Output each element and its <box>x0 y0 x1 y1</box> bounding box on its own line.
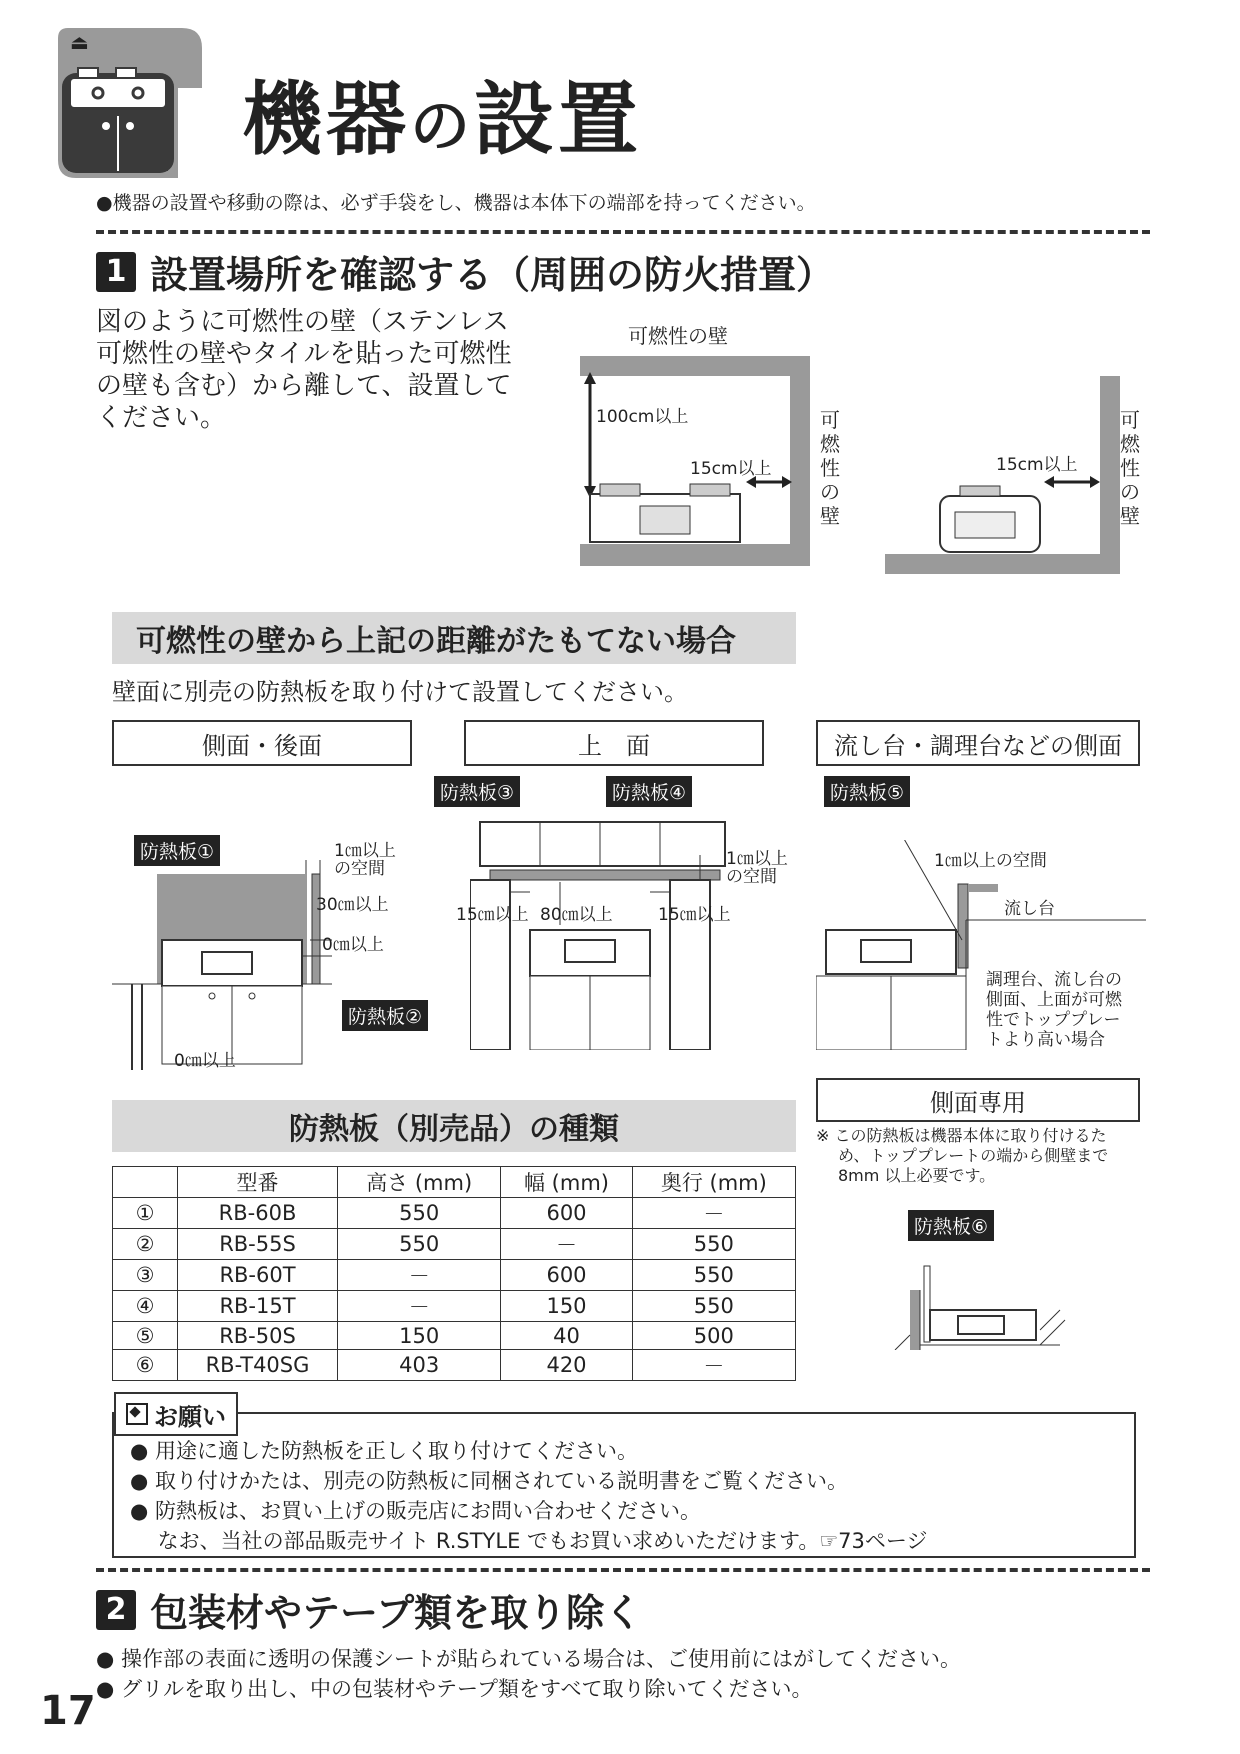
fig-height-label: 100cm以上 <box>596 407 689 427</box>
table-row: ③ RB-60T － 600 550 <box>113 1260 796 1291</box>
table-row: ② RB-55S 550 － 550 <box>113 1229 796 1260</box>
heat-shield-tag-3: 防熱板③ <box>434 776 520 807</box>
heat-shield-tag-6: 防熱板⑥ <box>908 1210 994 1241</box>
view-side-back: 側面・後面 <box>112 720 412 766</box>
page-number: 17 <box>40 1688 96 1734</box>
heat-shield-tag-5: 防熱板⑤ <box>824 776 910 807</box>
dim-1cm-b: 1㎝以上 の空間 <box>726 849 788 887</box>
notice-items <box>130 1436 927 1556</box>
section1-title: 設置場所を確認する（周囲の防火措置） <box>150 253 835 297</box>
heat-shield-tag-2: 防熱板② <box>342 1000 428 1031</box>
side-only-note: ※ この防熱板は機器本体に取り付けるた め、トッププレートの端から側壁まで 8mm 以上必要です。 <box>816 1126 1109 1185</box>
dim-80cm: 80㎝以上 <box>540 905 613 925</box>
table-header-row: 型番 高さ (mm) 幅 (mm) 奥行 (mm) <box>113 1167 796 1198</box>
sink-label: 流し台 <box>1004 899 1055 919</box>
heat-shield-table <box>112 1166 796 1381</box>
notice-item: なお、当社の部品販売サイト R.STYLE でもお買い求めいただけます。☞73ページ <box>130 1529 928 1553</box>
section1-heading <box>96 244 834 299</box>
divider-bottom <box>96 1568 1150 1572</box>
section-number-badge: 1 <box>96 252 136 292</box>
dim-0cm-a: 0㎝以上 <box>322 935 384 955</box>
section2-items <box>96 1644 961 1704</box>
wall-vertical-label-a: 可燃性の壁 <box>820 408 840 528</box>
fig-wall-top-label: 可燃性の壁 <box>628 324 728 348</box>
heat-shield-tag-4: 防熱板④ <box>606 776 692 807</box>
notice-item: ● 用途に適した防熱板を正しく取り付けてください。 <box>130 1439 638 1463</box>
section2-title: 包装材やテープ類を取り除く <box>150 1591 643 1635</box>
dim-30cm: 30㎝以上 <box>316 895 389 915</box>
dim-15cm-left: 15㎝以上 <box>456 905 529 925</box>
side-only-label: 側面専用 <box>816 1078 1140 1122</box>
table-band: 防熱板（別売品）の種類 <box>112 1100 796 1152</box>
section-icon <box>58 28 202 178</box>
section2-heading <box>96 1582 642 1637</box>
eject-icon: ⏏ <box>70 30 89 54</box>
notice-item: ● 取り付けかたは、別売の防熱板に同梱されている説明書をご覧ください。 <box>130 1469 848 1493</box>
section1-paragraph: 図のように可燃性の壁（ステンレス 可燃性の壁やタイルを貼った可燃性 の壁も含む）から離して、設置して ください。 <box>96 307 512 433</box>
section2-item: ● 操作部の表面に透明の保護シートが貼られている場合は、ご使用前にはがしてください。 <box>96 1647 961 1671</box>
dim-1cm-c: 1㎝以上の空間 <box>934 851 1047 871</box>
fig-side-a-label: 15cm以上 <box>690 459 772 479</box>
notice-item: ● 防熱板は、お買い上げの販売店にお問い合わせください。 <box>130 1499 701 1523</box>
subsection-instruction: 壁面に別売の防熱板を取り付けて設置してください。 <box>112 678 688 706</box>
side-back-diagram <box>112 830 452 1070</box>
table-row: ① RB-60B 550 600 － <box>113 1198 796 1229</box>
clearance-figure <box>560 316 1160 576</box>
view-sink-side: 流し台・調理台などの側面 <box>816 720 1140 766</box>
table-row: ⑤ RB-50S 150 40 500 <box>113 1322 796 1350</box>
subsection-band: 可燃性の壁から上記の距離がたもてない場合 <box>112 612 796 664</box>
view-top: 上 面 <box>464 720 764 766</box>
intro-note: ●機器の設置や移動の際は、必ず手袋をし、機器は本体下の端部を持ってください。 <box>96 192 816 214</box>
side-only-diagram <box>890 1250 1070 1350</box>
wall-vertical-label-b: 可燃性の壁 <box>1120 408 1140 528</box>
dim-0cm-b: 0㎝以上 <box>174 1051 236 1071</box>
notice-tab: お願い <box>114 1392 238 1436</box>
table-row: ⑥ RB-T40SG 403 420 － <box>113 1350 796 1381</box>
dim-1cm-a: 1㎝以上 の空間 <box>334 841 396 879</box>
diamond-icon <box>126 1403 148 1425</box>
page-title: 機器の設置 <box>242 72 642 166</box>
section-number-badge: 2 <box>96 1590 136 1630</box>
top-view-diagram <box>470 800 800 1050</box>
dim-15cm-right: 15㎝以上 <box>658 905 731 925</box>
fig-side-b-label: 15cm以上 <box>996 455 1078 475</box>
heat-shield-tag-1: 防熱板① <box>134 835 220 866</box>
table-row: ④ RB-15T － 150 550 <box>113 1291 796 1322</box>
divider-top <box>96 230 1150 234</box>
sink-note: 調理台、流し台の 側面、上面が可燃 性でトッププレー トより高い場合 <box>986 970 1122 1050</box>
section2-item: ● グリルを取り出し、中の包装材やテープ類をすべて取り除いてください。 <box>96 1677 813 1701</box>
